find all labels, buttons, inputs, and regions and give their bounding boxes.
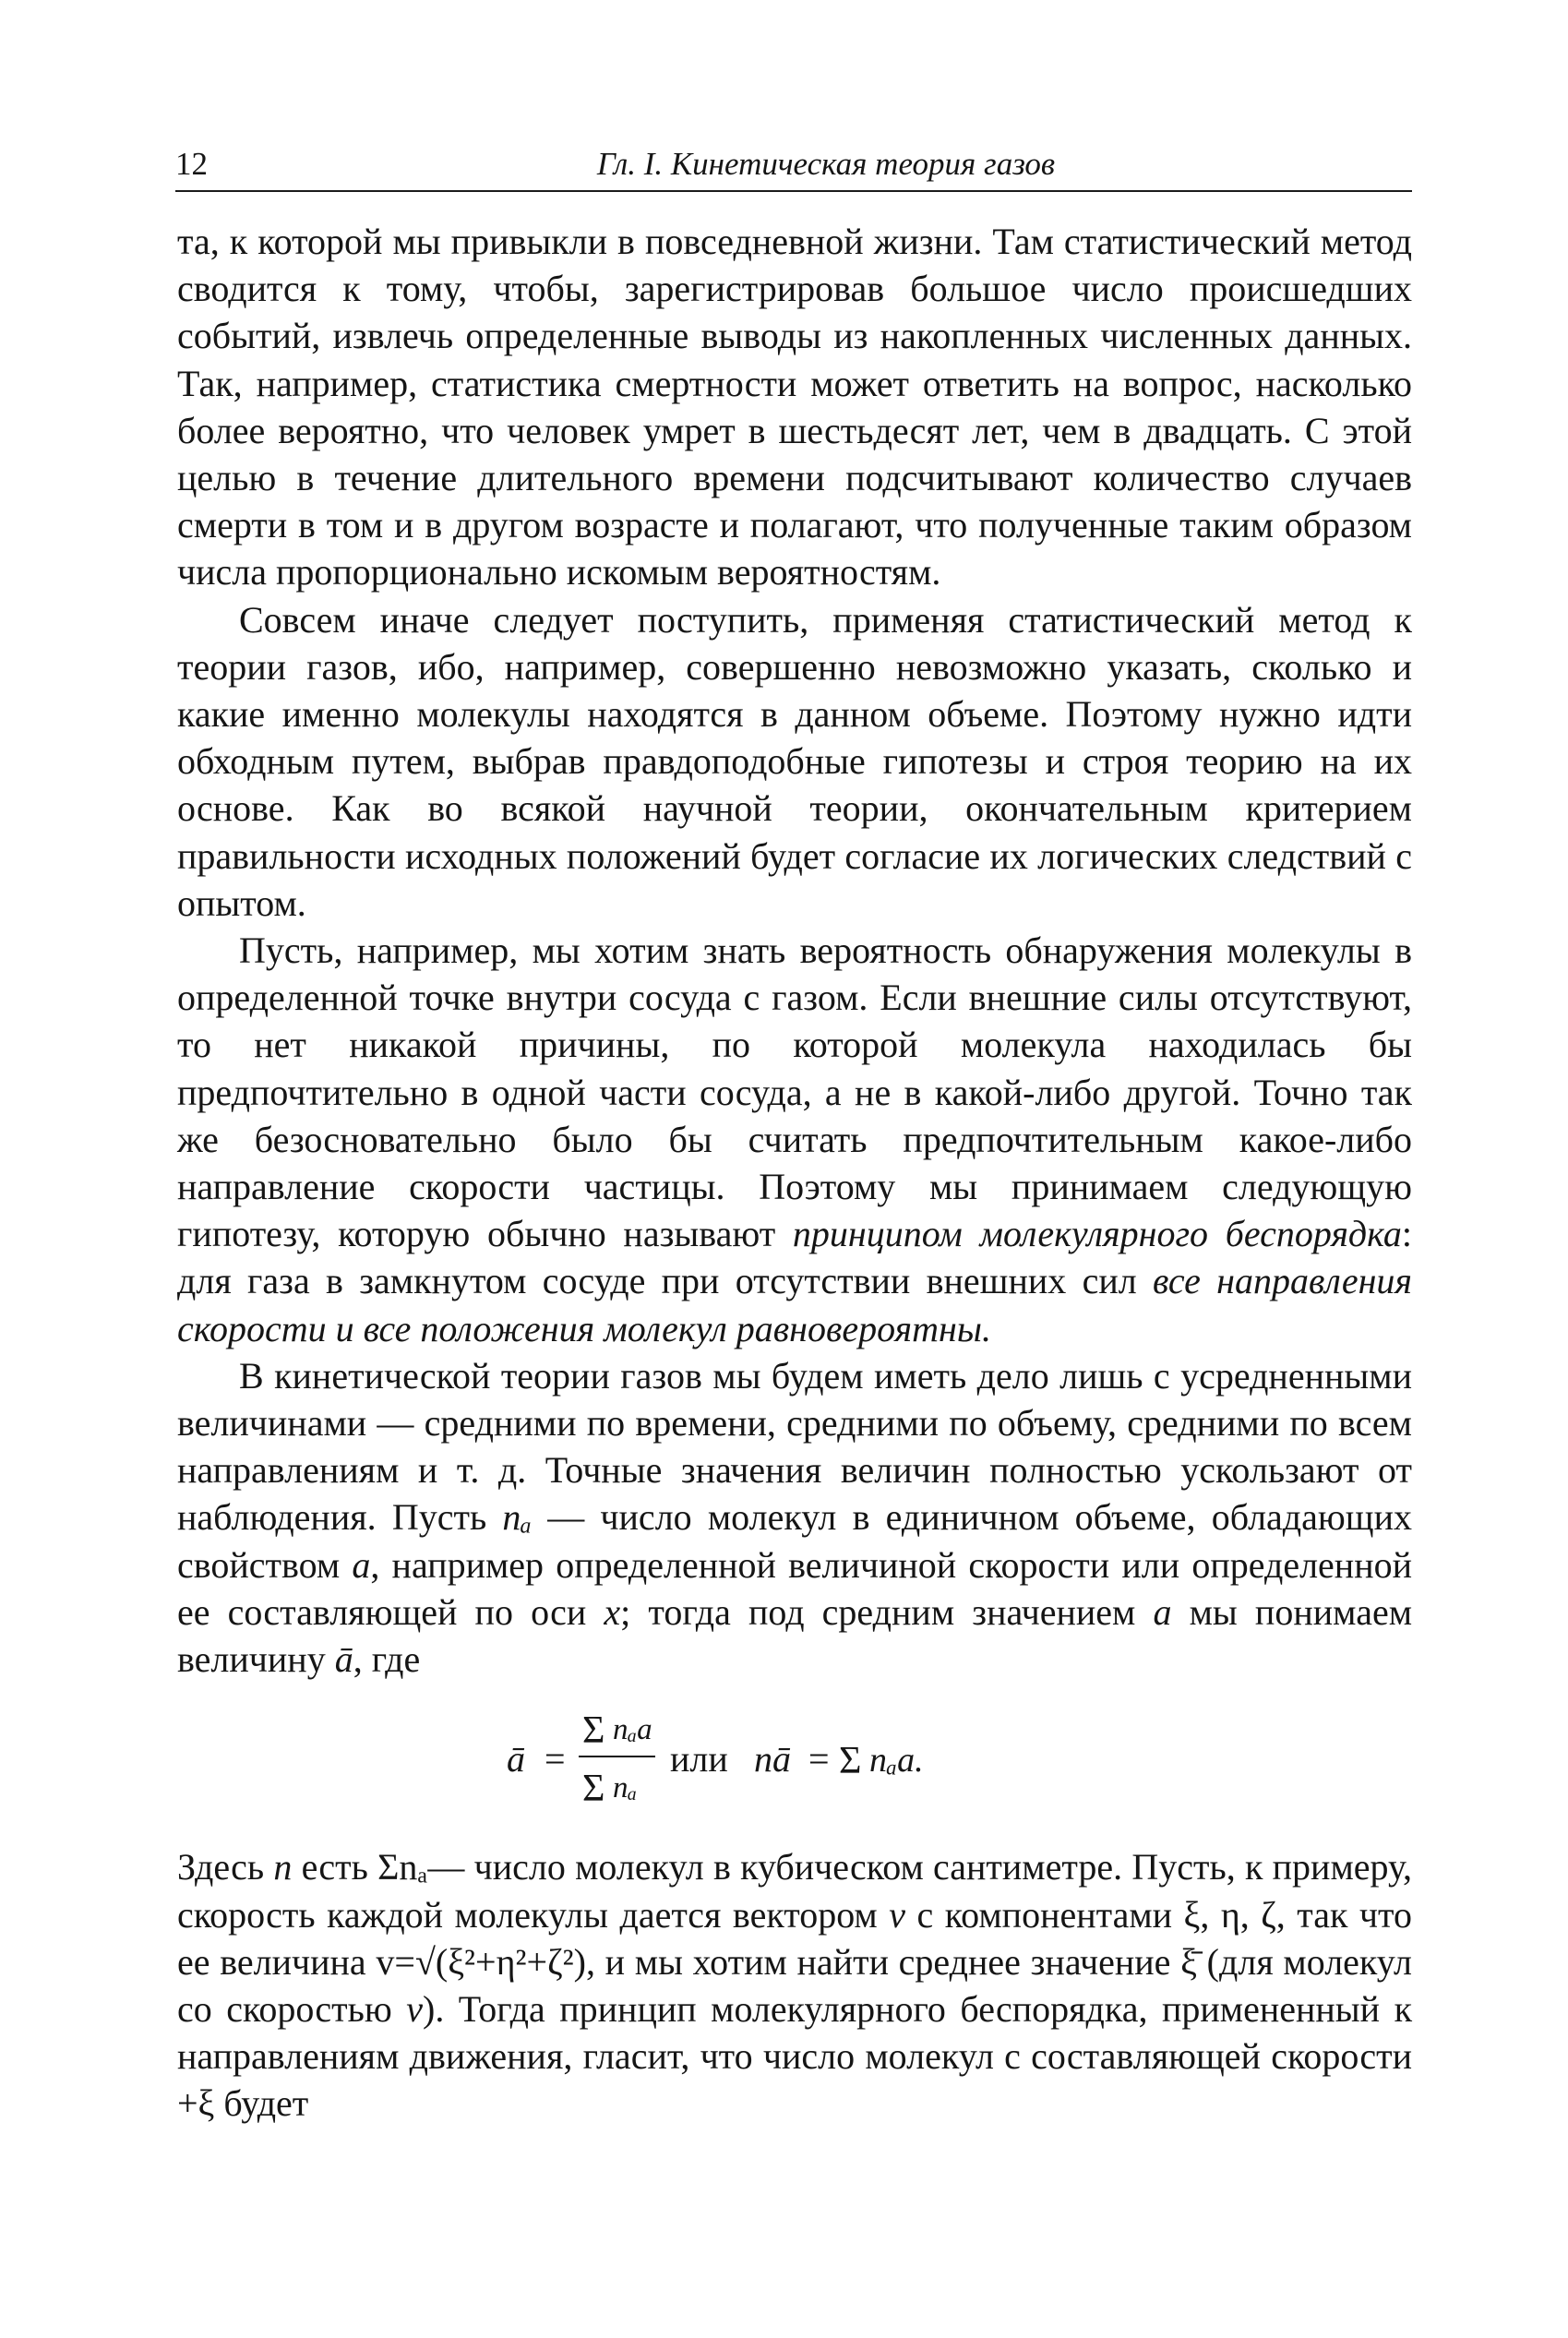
formula-numerator-sum: Σ xyxy=(582,1709,605,1753)
paragraph-4-text-after-a-second: мы понимаем величину xyxy=(177,1590,1413,1681)
formula-numerator: nₐa xyxy=(613,1713,652,1747)
paragraph-5-text-start: Здесь xyxy=(177,1846,274,1888)
variable-a-second: a xyxy=(1153,1590,1172,1633)
average-value-formula-svg xyxy=(177,1683,1412,1843)
formula-right-sum: Σ xyxy=(839,1740,862,1783)
main-text xyxy=(177,218,1412,2128)
paragraph-4-text-start: В кинетической теории газов мы будем иметь дело лишь с усредненными величинами — средними по времени, средними по объему, средними по всем направлениям и т. д. Точные значения величин полностью ускользают от наблюдения. Пусть xyxy=(177,1354,1412,1539)
formula-right-term: nₐa. xyxy=(869,1741,924,1780)
paragraph-4-text-after-a: , например определенной величиной скорости или определенной ее составляющей по оси xyxy=(177,1543,1413,1633)
paragraph-3 xyxy=(177,927,1412,1352)
paragraph-3-text-middle: : для газа в замкнутом сосуде при отсутствии внешних сил xyxy=(177,1213,1412,1302)
variable-a-bar: ā xyxy=(334,1638,353,1681)
paragraph-3-text-start: Пусть, например, мы хотим знать вероятность обнаружения молекулы в определенной точке внутри сосуда с газом. Если внешние силы отсутствуют, то нет никакой причины, по которой молекула находилась бы предпочтительно в одной части сосуда, а не в какой-либо другой. Точно так же безосновательно было бы считать предпочтительным какое-либо направление скорости частицы. Поэтому мы принимаем следующую гипотезу, которую обычно называют xyxy=(177,929,1412,1255)
formula-denominator-sum: Σ xyxy=(582,1768,605,1811)
running-title: Гл. I. Кинетическая теория газов xyxy=(596,146,1056,182)
paragraph-4-text-after-x: ; тогда под средним значением xyxy=(620,1590,1154,1633)
formula-denominator: nₐ xyxy=(613,1771,638,1805)
variable-na: nₐ xyxy=(502,1496,533,1539)
formula-right-n-a-bar: nā xyxy=(754,1738,791,1780)
paragraph-4-text-end: , где xyxy=(353,1638,421,1681)
page-number: 12 xyxy=(175,146,208,182)
paragraph-4-text-after-na: — число молекул в единичном объеме, обладающих свойством xyxy=(177,1496,1412,1586)
paragraph-2: Совсем иначе следует поступить, применяя статистический метод к теории газов, ибо, например, совершенно невозможно указать, сколько и какие именно молекулы находятся в данном объеме. Поэтому нужно идти обходным путем, выбрав правдоподобные гипотезы и строя теорию на их основе. Как во всякой научной теории, окончательным критерием правильности исходных положений будет согласие их логических следствий с опытом. xyxy=(177,598,1412,924)
formula-or-word: или xyxy=(670,1738,728,1780)
formula-left-equals: = xyxy=(545,1738,566,1780)
variable-x: x xyxy=(604,1590,621,1633)
paragraph-1: та, к которой мы привыкли в повседневной жизни. Там статистический метод сводится к тому, чтобы, зарегистрировав большое число происшедших событий, извлечь определенные выводы из накопленных численных данных. Так, например, статистика смертности может ответить на вопрос, насколько более вероятно, что человек умрет в шестьдесят лет, чем в двадцать. С этой целью в течение длительного времени подсчитывают количество случаев смерти в том и в другом возрасте и полагают, что полученные таким образом числа пропорционально искомым вероятностям. xyxy=(177,221,1412,593)
paragraph-5-text-after-n: есть Σnₐ— число молекул в кубическом сантиметре. Пусть, к примеру, скорость каждой молекулы дается вектором xyxy=(177,1846,1412,1936)
paragraph-5-text-end: ). Тогда принцип молекулярного беспорядка, примененный к направлениям движения, гласит, что число молекул с составляющей скорости +ξ будет xyxy=(177,1987,1413,2125)
variable-v: v xyxy=(889,1893,905,1936)
average-value-formula xyxy=(177,1683,1412,1843)
variable-n: n xyxy=(273,1846,293,1888)
paragraph-4 xyxy=(177,1352,1412,1683)
paragraph-5-text-after-v: с компонентами ξ, η, ζ, так что ее величина v=√(ξ²+η²+ζ²), и мы хотим найти среднее значение ξ̄ (для молекул со скоростью xyxy=(177,1893,1412,2030)
paragraph-5 xyxy=(177,1843,1412,2127)
formula-left-a-bar: ā xyxy=(507,1738,525,1780)
variable-a: a xyxy=(352,1543,371,1586)
formula-right-equals: = xyxy=(808,1738,830,1780)
principle-name: принципом молекулярного беспорядка xyxy=(792,1213,1402,1255)
principle-statement: все направления скорости и все положения молекул равновероятны. xyxy=(177,1260,1413,1349)
page-header xyxy=(175,138,1412,192)
variable-v-second: v xyxy=(406,1987,423,2030)
